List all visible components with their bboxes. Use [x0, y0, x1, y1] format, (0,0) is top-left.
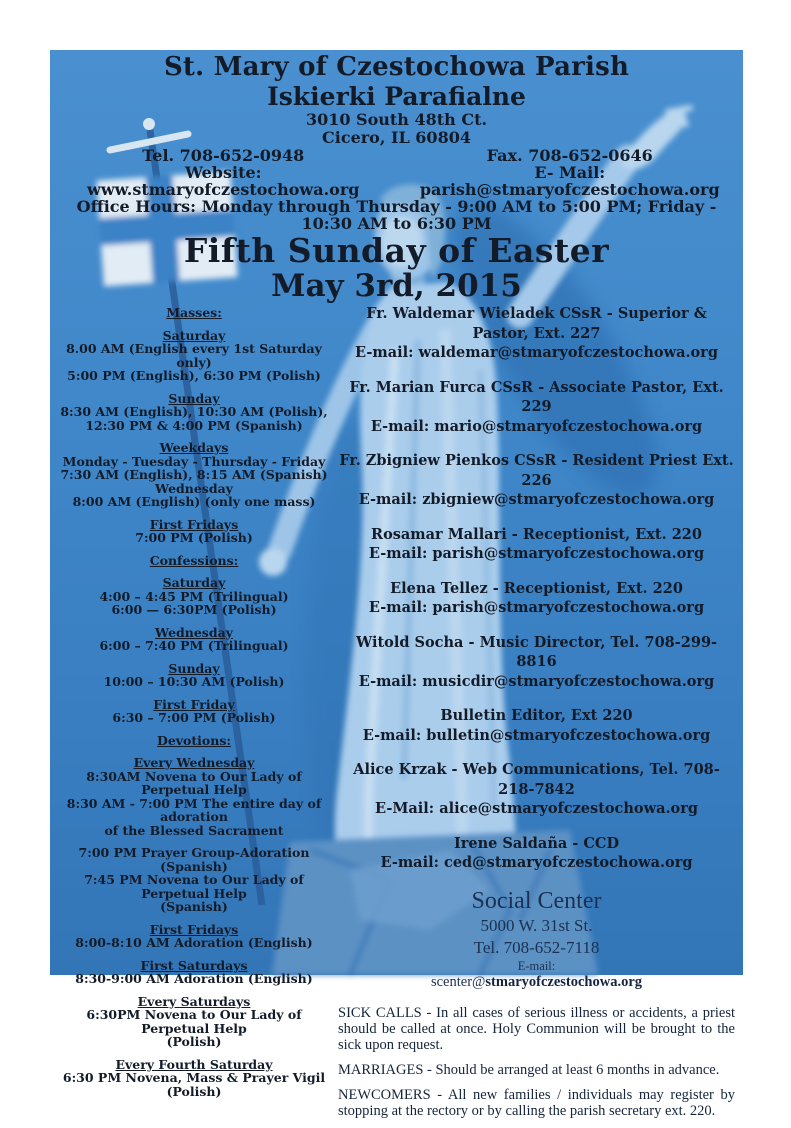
- schedule-heading: Every Fourth Saturday: [115, 1056, 273, 1072]
- schedule-line: Wednesday: [155, 480, 233, 496]
- web-row: [50, 164, 743, 198]
- feast-title: Fifth Sunday of Easter: [183, 231, 610, 270]
- email-text: E- Mail: parish@stmaryofczestochowa.org: [419, 163, 720, 199]
- staff-name-role: Bulletin Editor, Ext 220: [440, 707, 633, 724]
- staff-email: E-mail: musicdir@stmaryofczestochowa.org: [358, 672, 715, 690]
- schedule-heading: Saturday: [162, 327, 226, 343]
- schedule-section-label: Masses:: [166, 305, 222, 320]
- schedule-heading: Every Saturdays: [137, 993, 251, 1009]
- main-columns: [50, 304, 743, 1128]
- staff-email: E-mail: ced@stmaryofczestochowa.org: [380, 854, 693, 871]
- staff-email: E-mail: bulletin@stmaryofczestochowa.org: [362, 726, 711, 744]
- address-line2: Cicero, IL 60804: [322, 128, 471, 147]
- schedule-line: 8:30AM Novena to Our Lady of Perpetual Help: [86, 768, 302, 797]
- bulletin-page: [50, 50, 743, 1119]
- schedule-block: [56, 923, 332, 950]
- schedule-block: [56, 959, 332, 986]
- schedule-block: [56, 995, 332, 1049]
- staff-email: E-mail: zbigniew@stmaryofczestochowa.org: [358, 491, 715, 508]
- schedule-line: (Spanish): [160, 899, 228, 914]
- schedule-heading: First Friday: [153, 696, 235, 712]
- schedule-block: [56, 698, 332, 725]
- schedule-block: [56, 392, 332, 433]
- schedule-line: 10:00 – 10:30 AM (Polish): [103, 674, 285, 689]
- staff-name-role: Fr. Zbigniew Pienkos CSsR - Resident Priest Ext. 226: [339, 452, 734, 489]
- schedule-line: 8:30 AM (English), 10:30 AM (Polish),: [60, 404, 328, 419]
- fax-number: Fax. 708-652-0646: [486, 146, 653, 165]
- schedule-heading: First Saturdays: [140, 957, 248, 973]
- schedule-heading: Weekdays: [159, 440, 229, 455]
- social-email-domain: stmaryofczestochowa.org: [485, 973, 643, 990]
- schedule-line: 7:45 PM Novena to Our Lady of Perpetual Help: [84, 872, 304, 901]
- schedule-line: 6:30 – 7:00 PM (Polish): [112, 710, 276, 725]
- address-line1: 3010 South 48th Ct.: [305, 110, 488, 129]
- feast-date: May 3rd, 2015: [271, 268, 522, 304]
- social-center-title: Social Center: [471, 887, 602, 914]
- marriages-notice: MARRIAGES - Should be arranged at least 6 months in advance.: [338, 1061, 720, 1078]
- schedule-line: (Polish): [166, 1034, 222, 1049]
- staff-email: E-mail: mario@stmaryofczestochowa.org: [370, 417, 703, 435]
- schedule-line: 12:30 PM & 4:00 PM (Spanish): [85, 417, 303, 433]
- staff-email: E-mail: parish@stmaryofczestochowa.org: [368, 599, 705, 616]
- schedule-line: 8.00 AM (English every 1st Saturday only): [66, 341, 322, 370]
- schedule-block: [56, 576, 332, 617]
- staff-name-role: Fr. Marian Furca CSsR - Associate Pastor, Ext. 229: [349, 378, 724, 415]
- social-email-user: scenter@: [430, 973, 486, 990]
- schedule-line: 8:00 AM (English) (only one mass): [72, 494, 316, 509]
- schedule-section: [56, 554, 332, 568]
- mass-schedule-column: [50, 304, 332, 1107]
- schedule-line: 7:00 PM (Polish): [135, 530, 253, 545]
- staff-email: E-mail: waldemar@stmaryofczestochowa.org: [355, 344, 718, 361]
- staff-column: [332, 304, 743, 1128]
- schedule-heading: Sunday: [168, 390, 220, 406]
- staff-list: [338, 304, 735, 873]
- staff-name-role: Witold Socha - Music Director, Tel. 708-299-8816: [355, 633, 718, 670]
- notices-block: [338, 1005, 735, 1119]
- schedule-block: [56, 329, 332, 383]
- schedule-heading: First Fridays: [149, 921, 239, 937]
- schedule-block: [56, 662, 332, 689]
- social-center-block: [338, 888, 735, 991]
- schedule-line: 6:00 — 6:30PM (Polish): [111, 602, 277, 617]
- staff-name-role: Irene Saldaña - CCD: [453, 834, 620, 852]
- schedule-section-label: Confessions:: [149, 552, 239, 568]
- staff-entry: [338, 304, 735, 363]
- staff-entry: [338, 633, 735, 692]
- phone-row: [50, 147, 743, 164]
- staff-name-role: Elena Tellez - Receptionist, Ext. 220: [390, 579, 683, 597]
- social-center-phone: Tel. 708-652-7118: [473, 937, 600, 957]
- staff-entry: [338, 579, 735, 618]
- bulletin-name: Iskierki Parafialne: [267, 82, 526, 111]
- bulletin-content: [50, 50, 743, 1119]
- schedule-heading: Saturday: [162, 575, 226, 590]
- website-text: Website: www.stmaryofczestochowa.org: [87, 163, 360, 199]
- staff-email: E-Mail: alice@stmaryofczestochowa.org: [375, 800, 698, 817]
- schedule-line: 7:30 AM (English), 8:15 AM (Spanish): [60, 467, 328, 482]
- staff-name-role: Rosamar Mallari - Receptionist, Ext. 220: [371, 525, 702, 543]
- staff-entry: [338, 378, 735, 437]
- staff-email: E-mail: parish@stmaryofczestochowa.org: [368, 545, 705, 562]
- office-hours: Office Hours: Monday through Thursday - 9:00 AM to 5:00 PM; Friday - 10:30 AM to 6:30 PM: [76, 197, 717, 233]
- schedule-heading: Wednesday: [155, 624, 233, 640]
- staff-entry: [338, 525, 735, 564]
- staff-entry: [338, 451, 735, 510]
- schedule-block: [56, 518, 332, 545]
- schedule-block: [56, 626, 332, 653]
- parish-name: St. Mary of Czestochowa Parish: [163, 52, 630, 82]
- staff-entry: [338, 706, 735, 745]
- social-center-email: [338, 974, 735, 991]
- social-center-address: 5000 W. 31st St.: [480, 915, 593, 935]
- schedule-section: [56, 734, 332, 748]
- staff-name-role: Alice Krzak - Web Communications, Tel. 708-218-7842: [353, 761, 720, 798]
- schedule-block: [56, 441, 332, 509]
- sick-calls-notice: SICK CALLS - In all cases of serious illness or accidents, a priest should be called at once. Holy Communion will be brought to the sick upon request.: [338, 1004, 735, 1053]
- schedule-block: [56, 756, 332, 837]
- social-center-email-label: E-mail:: [517, 958, 556, 973]
- schedule-heading: Every Wednesday: [133, 755, 255, 770]
- schedule-line: 5:00 PM (English), 6:30 PM (Polish): [67, 368, 321, 383]
- schedule-heading: First Fridays: [149, 516, 239, 532]
- staff-name-role: Fr. Waldemar Wieladek CSsR - Superior & Pastor, Ext. 227: [366, 305, 707, 342]
- schedule-line: of the Blessed Sacrament: [104, 822, 284, 838]
- schedule-block: [56, 846, 332, 914]
- schedule-line: 6:00 – 7:40 PM (Trilingual): [99, 638, 289, 653]
- schedule-line: 6:30PM Novena to Our Lady of Perpetual Help: [86, 1007, 302, 1036]
- schedule-line: 7:00 PM Prayer Group-Adoration (Spanish): [78, 845, 310, 874]
- staff-entry: [338, 834, 735, 873]
- schedule-line: 8:30 AM - 7:00 PM The entire day of adoration: [66, 795, 322, 824]
- schedule-heading: Sunday: [168, 660, 220, 676]
- schedule-section: [56, 306, 332, 320]
- schedule-line: 8:00-8:10 AM Adoration (English): [75, 935, 313, 950]
- bulletin-title: [50, 232, 743, 304]
- schedule-line: 4:00 – 4:45 PM (Trilingual): [99, 588, 289, 604]
- schedule-line: 6:30 PM Novena, Mass & Prayer Vigil (Polish): [62, 1070, 326, 1099]
- schedule-line: 8:30-9:00 AM Adoration (English): [75, 971, 313, 986]
- schedule-section-label: Devotions:: [157, 732, 231, 748]
- phone-number: Tel. 708-652-0948: [142, 146, 305, 165]
- parish-header: [50, 50, 743, 232]
- schedule-block: [56, 1058, 332, 1099]
- staff-entry: [338, 760, 735, 819]
- newcomers-notice: NEWCOMERS - All new families / individuals may register by stopping at the rectory or by calling the parish secretary ext. 220.: [338, 1086, 735, 1119]
- schedule-line: Monday - Tuesday - Thursday - Friday: [62, 453, 326, 469]
